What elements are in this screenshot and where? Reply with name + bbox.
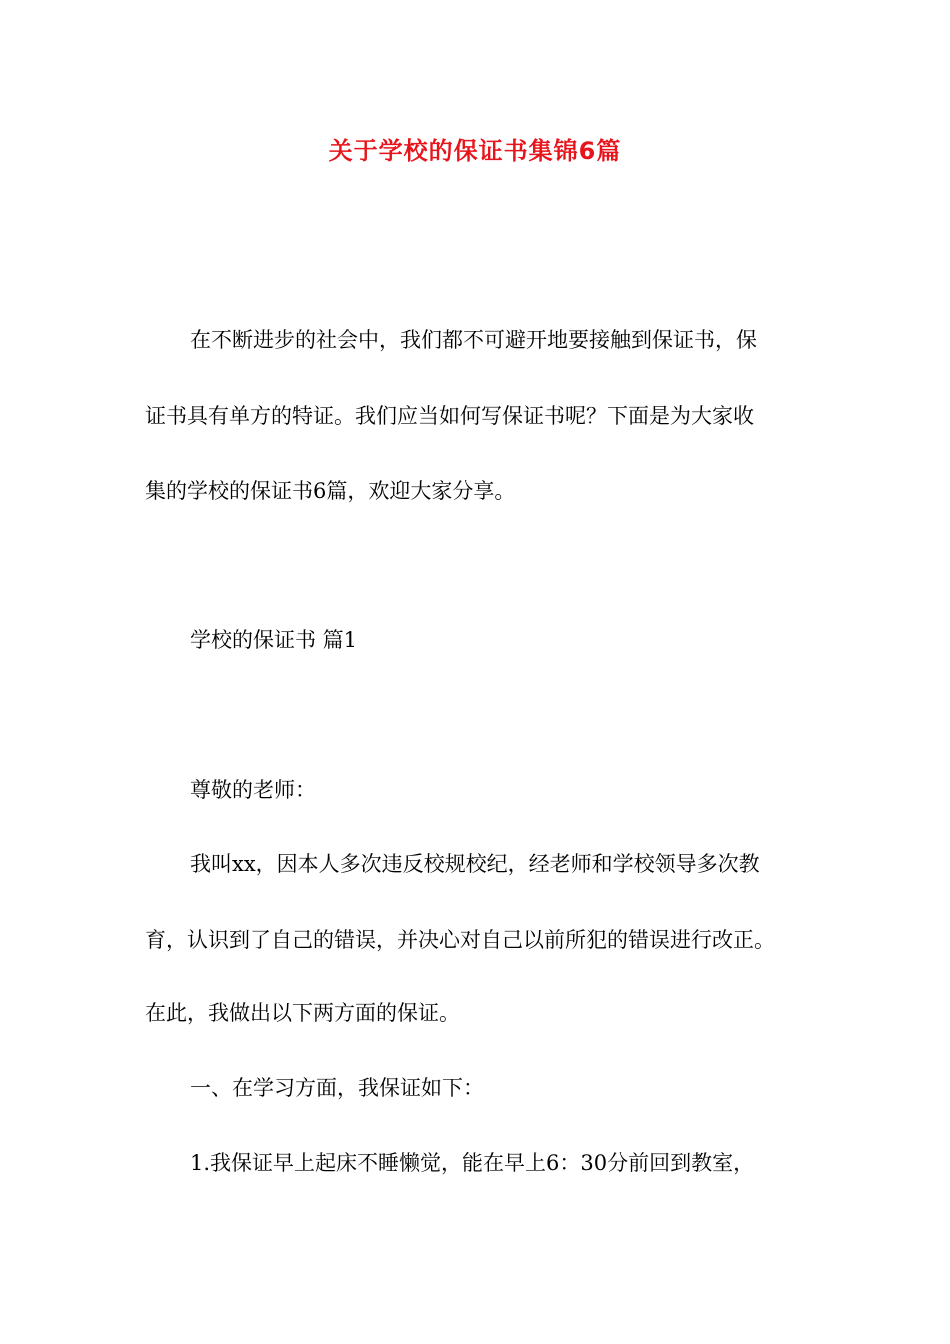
- body-line-2: 育，认识到了自己的错误，并决心对自己以前所犯的错误进行改正。: [145, 928, 775, 952]
- intro-line-3: 集的学校的保证书6篇，欢迎大家分享。: [145, 479, 516, 503]
- salutation: 尊敬的老师：: [190, 778, 316, 802]
- body-line-1: 我叫xx，因本人多次违反校规校纪，经老师和学校领导多次教: [190, 852, 760, 876]
- section-heading: 学校的保证书 篇1: [190, 628, 358, 652]
- intro-line-2: 证书具有单方的特证。我们应当如何写保证书呢？下面是为大家收: [145, 404, 754, 428]
- subsection-heading: 一、在学习方面，我保证如下：: [190, 1076, 484, 1100]
- body-line-3: 在此，我做出以下两方面的保证。: [145, 1001, 460, 1025]
- document-title: 关于学校的保证书集锦6篇: [328, 137, 622, 165]
- intro-line-1: 在不断进步的社会中，我们都不可避开地要接触到保证书，保: [190, 328, 757, 352]
- list-item-1: 1.我保证早上起床不睡懒觉，能在早上6：30分前回到教室，: [190, 1151, 755, 1175]
